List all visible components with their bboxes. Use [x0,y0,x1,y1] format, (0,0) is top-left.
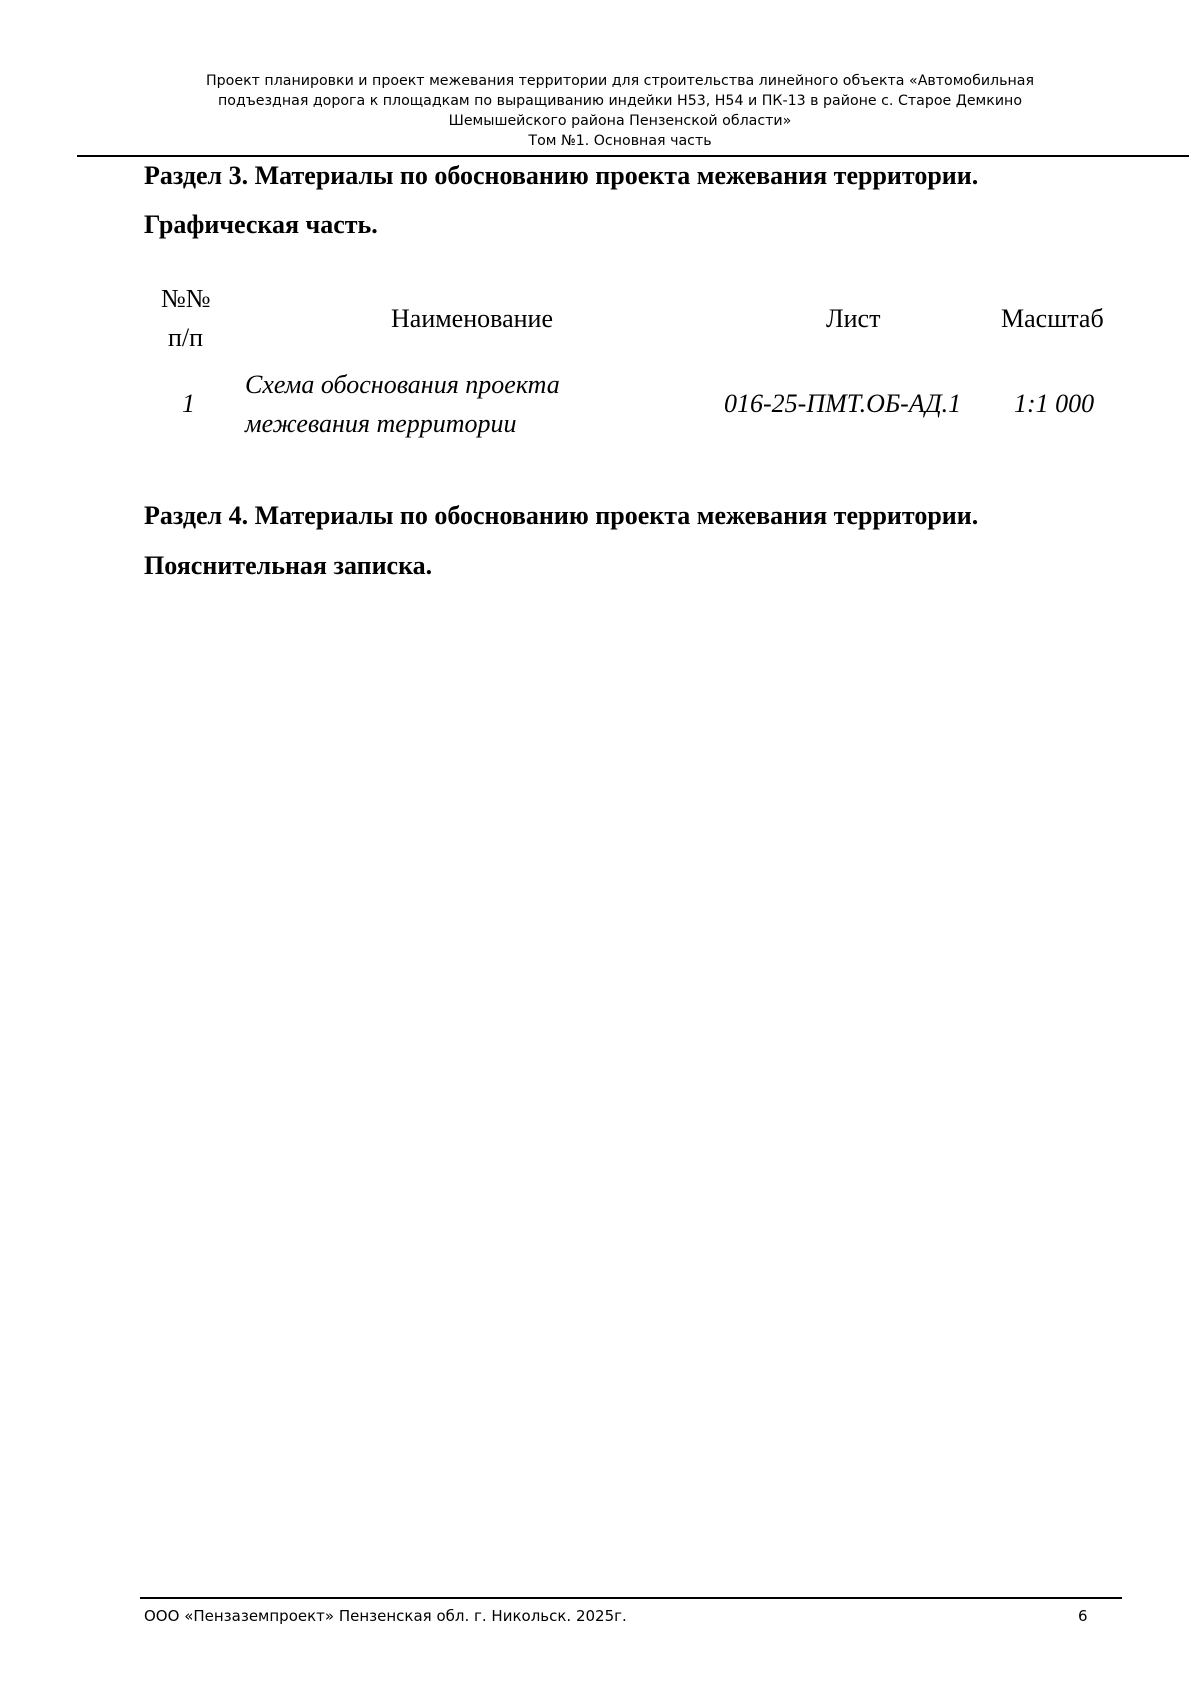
page-number: 6 [1078,1607,1088,1625]
header-line-2: подъездная дорога к площадкам по выращиванию индейки Н53, Н54 и ПК-13 в районе с. Старое Демкино [217,93,1023,109]
header-scale: Масштаб [1001,304,1104,333]
document-header [140,71,1100,151]
footer-divider [140,1597,1122,1599]
row-name-line2: межевания территории [245,409,517,438]
row-scale: 1:1 000 [1014,389,1095,418]
header-divider [77,155,1189,157]
row-number: 1 [182,389,195,418]
header-name: Наименование [391,304,553,333]
section3-subtitle: Графическая часть. [144,210,378,239]
header-sheet: Лист [826,304,881,333]
header-number-line2: п/п [168,323,204,352]
header-line-3: Шемышейского района Пензенской области» [448,113,792,129]
row-name-line1: Схема обоснования проекта [245,370,560,399]
header-number-line1: №№ [161,284,211,313]
header-line-4: Том №1. Основная часть [528,133,712,149]
header-line-1: Проект планировки и проект межевания территории для строительства линейного объекта «Автомобильная [206,73,1034,89]
row-sheet: 016-25-ПМТ.ОБ-АД.1 [724,389,962,418]
section4-subtitle: Пояснительная записка. [144,551,433,580]
footer-organization: ООО «Пензаземпроект» Пензенская обл. г. Никольск. 2025г. [144,1607,627,1625]
section4-title: Раздел 4. Материалы по обоснованию проекта межевания территории. [144,501,979,530]
section3-title: Раздел 3. Материалы по обоснованию проекта межевания территории. [144,161,979,190]
